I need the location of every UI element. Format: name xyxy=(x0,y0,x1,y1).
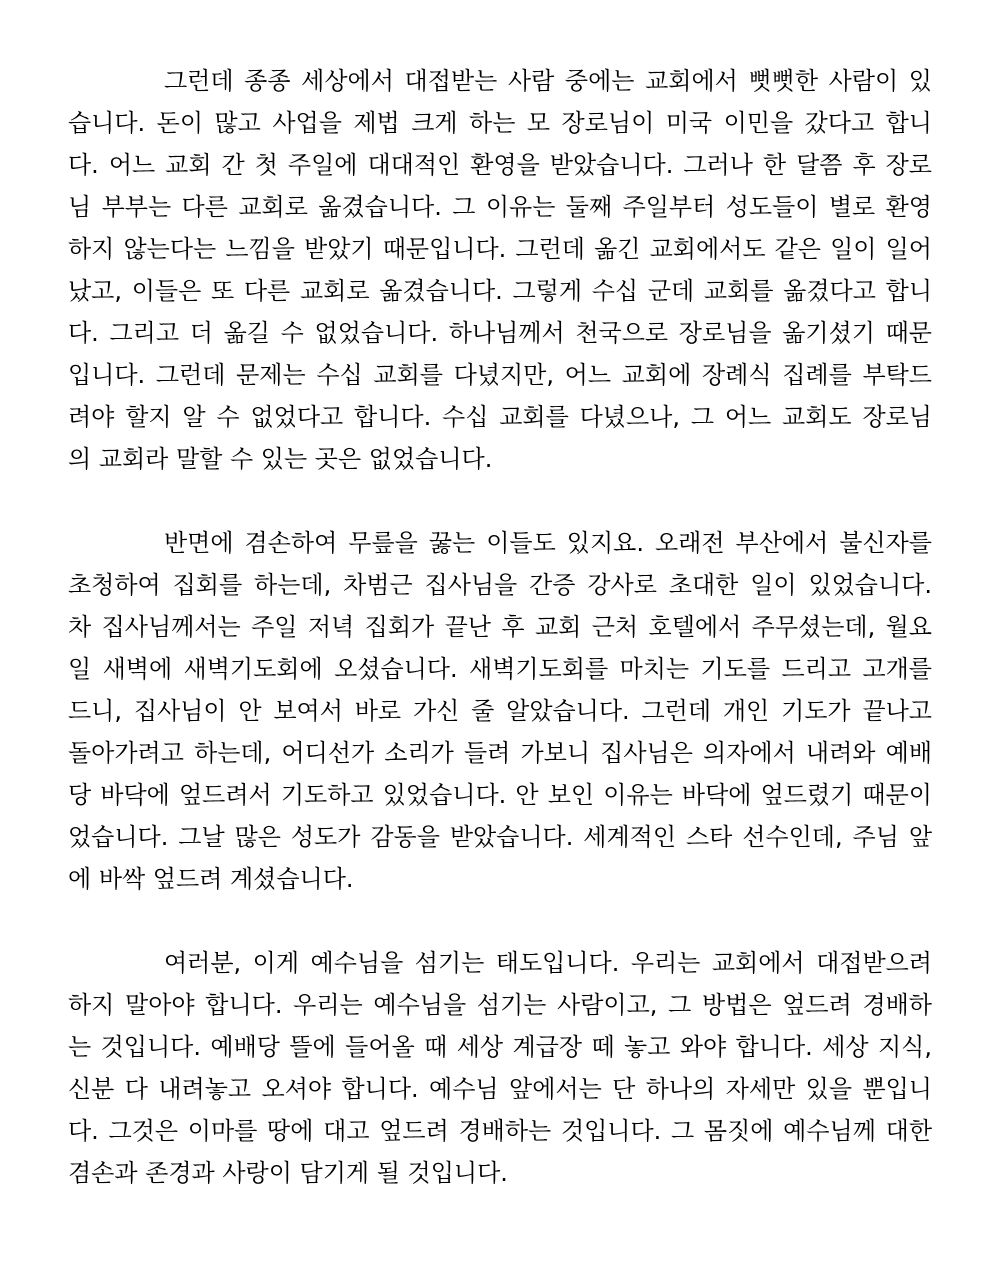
paragraph-2 xyxy=(68,522,932,900)
text-line: 하지 말아야 합니다. 우리는 예수님을 섬기는 사람이고, 그 방법은 엎드려 경배하 xyxy=(68,991,932,1019)
text-line: 님 부부는 다른 교회로 옮겼습니다. 그 이유는 둘째 주일부터 성도들이 별로 환영 xyxy=(68,193,932,221)
text-line: 일 새벽에 새벽기도회에 오셨습니다. 새벽기도회를 마치는 기도를 드리고 고개를 xyxy=(68,655,932,683)
text-line: 신분 다 내려놓고 오셔야 합니다. 예수님 앞에서는 단 하나의 자세만 있을 뿐입니 xyxy=(68,1075,932,1103)
text-line: 에 바싹 엎드려 계셨습니다. xyxy=(68,865,354,893)
text-line: 났고, 이들은 또 다른 교회로 옮겼습니다. 그렇게 수십 군데 교회를 옮겼다고 합니 xyxy=(68,277,932,305)
text-line: 하지 않는다는 느낌을 받았기 때문입니다. 그런데 옮긴 교회에서도 같은 일이 일어 xyxy=(68,235,932,263)
text-line: 입니다. 그런데 문제는 수십 교회를 다녔지만, 어느 교회에 장례식 집례를 부탁드 xyxy=(68,361,932,389)
text-line: 었습니다. 그날 많은 성도가 감동을 받았습니다. 세계적인 스타 선수인데, 주님 앞 xyxy=(68,823,932,851)
text-line: 당 바닥에 엎드려서 기도하고 있었습니다. 안 보인 이유는 바닥에 엎드렸기 때문이 xyxy=(68,781,932,809)
text-line: 다. 그것은 이마를 땅에 대고 엎드려 경배하는 것입니다. 그 몸짓에 예수님께 대한 xyxy=(68,1117,932,1145)
text-line: 다. 어느 교회 간 첫 주일에 대대적인 환영을 받았습니다. 그러나 한 달쯤 후 장로 xyxy=(68,151,932,179)
text-line: 그런데 종종 세상에서 대접받는 사람 중에는 교회에서 뻣뻣한 사람이 있 xyxy=(164,67,932,95)
text-line: 습니다. 돈이 많고 사업을 제법 크게 하는 모 장로님이 미국 이민을 갔다고 합니 xyxy=(68,109,932,137)
text-line: 겸손과 존경과 사랑이 담기게 될 것입니다. xyxy=(68,1159,508,1187)
text-line: 돌아가려고 하는데, 어디선가 소리가 들려 가보니 집사님은 의자에서 내려와 예배 xyxy=(68,739,932,767)
paragraph-3 xyxy=(68,942,932,1194)
text-line: 여러분, 이게 예수님을 섬기는 태도입니다. 우리는 교회에서 대접받으려 xyxy=(164,949,932,977)
text-line: 초청하여 집회를 하는데, 차범근 집사님을 간증 강사로 초대한 일이 있었습니다. xyxy=(68,571,932,599)
text-line: 려야 할지 알 수 없었다고 합니다. 수십 교회를 다녔으나, 그 어느 교회도 장로님 xyxy=(68,403,932,431)
text-line: 는 것입니다. 예배당 뜰에 들어올 때 세상 계급장 떼 놓고 와야 합니다. 세상 지식, xyxy=(68,1033,932,1061)
text-line: 반면에 겸손하여 무릎을 꿇는 이들도 있지요. 오래전 부산에서 불신자를 xyxy=(164,529,932,557)
text-line: 다. 그리고 더 옮길 수 없었습니다. 하나님께서 천국으로 장로님을 옮기셨기 때문 xyxy=(68,319,932,347)
text-line: 차 집사님께서는 주일 저녁 집회가 끝난 후 교회 근처 호텔에서 주무셨는데, 월요 xyxy=(68,613,932,641)
text-line: 의 교회라 말할 수 있는 곳은 없었습니다. xyxy=(68,445,493,473)
paragraph-1 xyxy=(68,60,932,480)
text-line: 드니, 집사님이 안 보여서 바로 가신 줄 알았습니다. 그런데 개인 기도가 끝나고 xyxy=(68,697,932,725)
